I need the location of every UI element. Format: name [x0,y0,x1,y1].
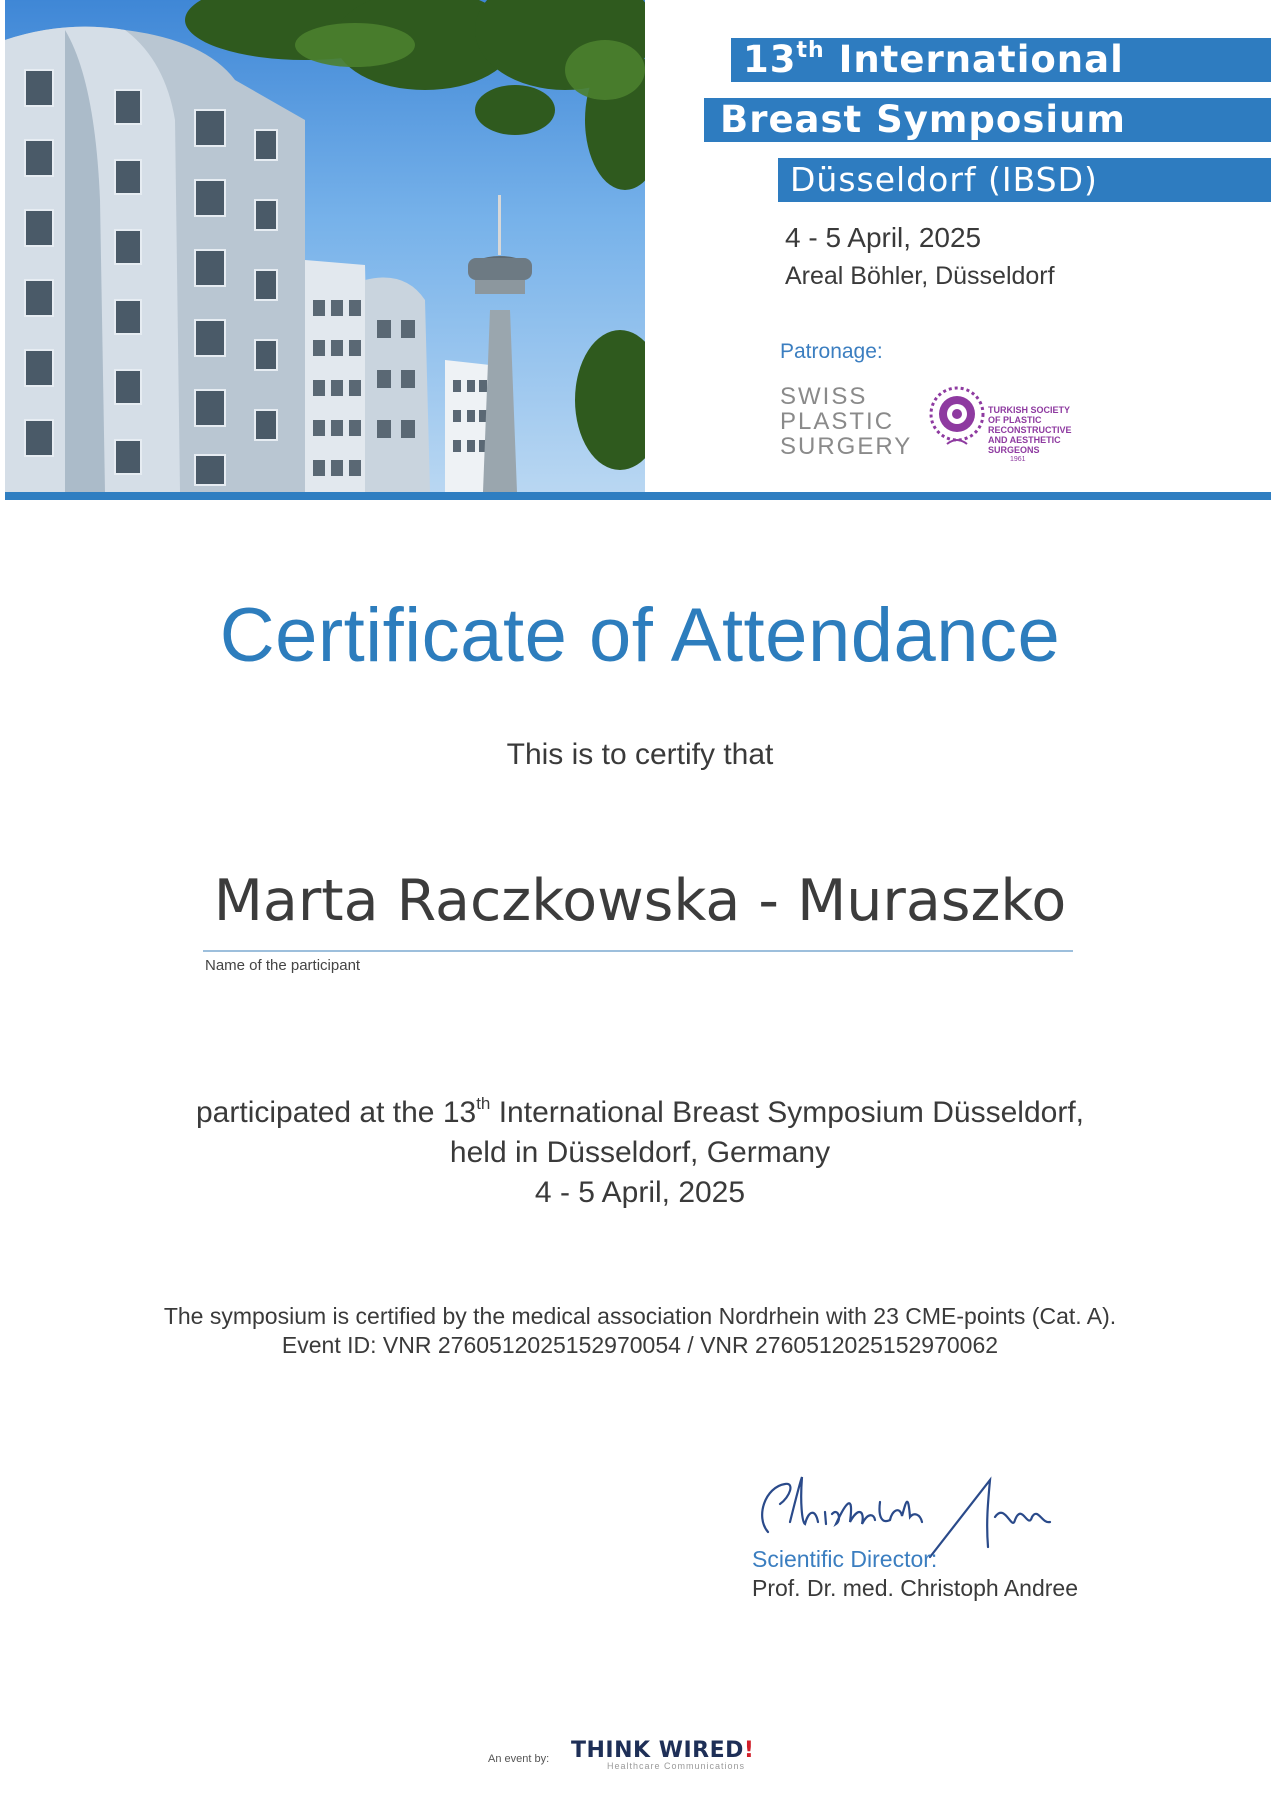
think-wired-logo [571,1738,754,1771]
tsprs-logo-line: TURKISH SOCIETY [988,405,1071,415]
organizer-name [571,1738,754,1763]
tsprs-logo-line: OF PLASTIC RECONSTRUCTIVE [988,415,1072,435]
banner-dusseldorf-ibsd: Düsseldorf (IBSD) [778,158,1271,202]
signatory-role: Scientific Director: [752,1546,938,1572]
event-date: 4 - 5 April, 2025 [785,222,982,253]
swiss-logo-line: SWISS [780,383,868,410]
banner-symposium-number [731,38,1271,82]
description-line-2: held in Düsseldorf, Germany [449,1136,831,1169]
participant-name: Marta Raczkowska - Muraszko [213,868,1067,934]
dusseldorf-skyline-illustration [5,0,645,492]
description-text: International Breast Symposium Düsseldorf, [490,1096,1084,1129]
tsprs-founding-year: 1961 [1010,456,1026,463]
description-text: participated at the 13 [196,1096,477,1129]
banner-number: 13 [743,38,797,81]
participation-description [0,1093,1280,1213]
cme-points-statement: The symposium is certified by the medical association Nordrhein with 23 CME-points (Cat. A). [163,1303,1117,1329]
header-photo [5,0,645,492]
swiss-logo-line: PLASTIC [780,408,895,435]
participant-name-underline [203,950,1073,952]
description-line-3: 4 - 5 April, 2025 [534,1176,746,1209]
tsprs-logo-text [988,405,1108,465]
header-divider [5,492,1271,500]
organizer-tagline: Healthcare Communications [607,1761,746,1771]
cme-certification [0,1302,1280,1360]
organizer-name-exclamation: ! [743,1738,755,1763]
organizer-name-main: THINK WIRED [571,1738,744,1763]
event-id: Event ID: VNR 2760512025152970054 / VNR 2760512025152970062 [281,1332,999,1358]
description-line-1 [0,1093,1280,1133]
swiss-logo-line: SURGERY [780,433,913,460]
signatory-name: Prof. Dr. med. Christoph Andree [752,1575,1078,1601]
tsprs-logo-line: AND AESTHETIC SURGEONS [988,435,1061,455]
ordinal-suffix: th [476,1094,491,1113]
banner-ordinal-suffix: th [796,38,825,63]
swiss-plastic-surgery-logo [780,383,913,460]
organizer-prefix: An event by: [488,1753,550,1765]
tsprs-emblem-icon [925,382,989,452]
patronage-label: Patronage: [780,340,883,363]
participant-name-caption: Name of the participant [205,957,361,974]
certify-statement: This is to certify that [506,738,774,771]
banner-breast-symposium: Breast Symposium [704,98,1271,142]
banner-international: International [824,38,1124,81]
certificate-title: Certificate of Attendance [219,593,1061,678]
event-venue: Areal Böhler, Düsseldorf [785,262,1055,290]
